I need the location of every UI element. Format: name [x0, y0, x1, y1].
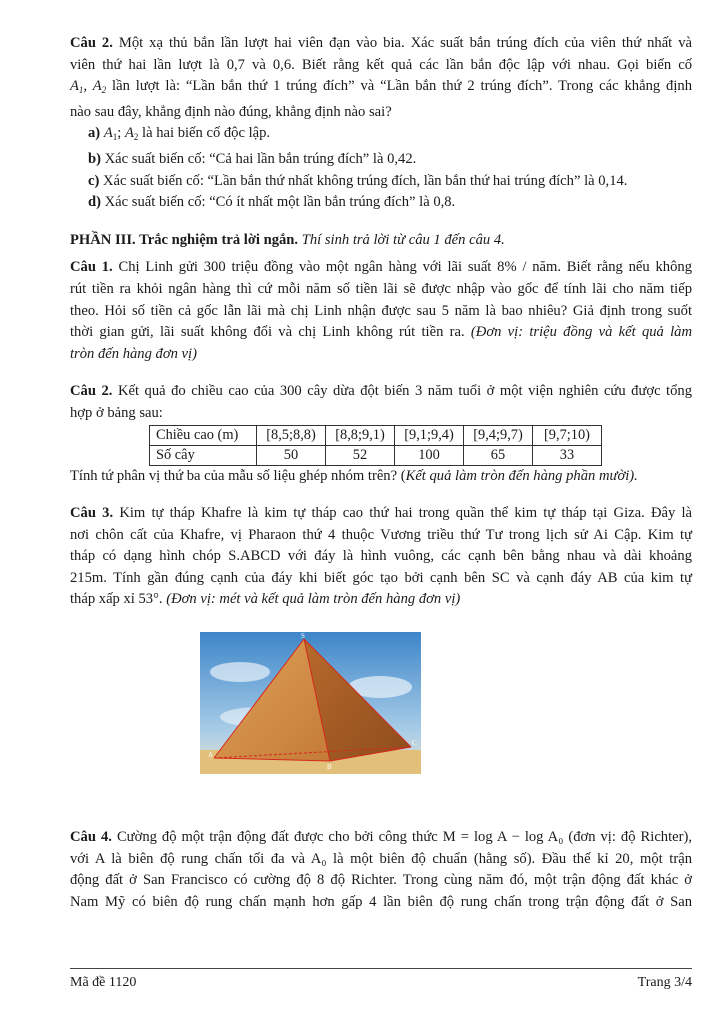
unit-note: Kết quả làm tròn đến hàng phần mười).: [405, 467, 638, 484]
option-letter: d): [88, 194, 101, 211]
unit-note: tròn đến hàng đơn vị): [70, 345, 197, 362]
table-cell: 100: [395, 445, 464, 465]
option-letter: a): [88, 125, 101, 142]
page-footer: [70, 968, 692, 990]
question-text-line: Kim tự tháp Khafre là kim tự tháp cao thứ hai trong quần thể kim tự tháp tại Giza. Đây là: [119, 505, 692, 522]
question-label: Câu 2.: [70, 35, 113, 51]
option-text: là hai biến cố độc lập.: [142, 125, 271, 142]
question-1: [70, 257, 692, 365]
question-text-line: với A là biên độ rung chấn tối đa và A₀ là một biên độ chuẩn (hằng số). Đầu thế kỉ 20, một trận: [70, 850, 692, 867]
option-d: [88, 192, 692, 214]
question-text-line: 215m. Tính gần đúng cạnh của đáy khi biết góc tạo bởi cạnh bên SC và cạnh đáy AB của kim tự: [70, 569, 692, 586]
unit-note: (Đơn vị: triệu đồng và kết quả làm: [470, 324, 693, 341]
question-text-line: Kết quả đo chiều cao của 300 cây dừa đột biến 3 năm tuổi ở một viện nghiên cứu được tổng: [117, 383, 693, 400]
table-cell: 50: [257, 445, 326, 465]
question-text-line: Cường độ một trận động đất được cho bởi công thức M = log A − log A₀ (đơn vị: độ Richter),: [116, 829, 693, 845]
option-b: [88, 149, 692, 171]
table-cell: 52: [326, 445, 395, 465]
question-text-line: tháp xấp xỉ 53°.: [70, 591, 163, 608]
option-text: Xác suất biến cố: “Có ít nhất một lần bắn trúng đích” là 0,8.: [104, 194, 456, 211]
question-text-line: theo. Hỏi số tiền cả gốc lẫn lãi mà chị Linh nhận được sau 5 năm là bao nhiêu? Giả định trong suốt: [70, 302, 692, 319]
question-text-line: rút tiền ra khỏi ngân hàng thì cứ mỗi năm số tiền lãi sẽ được nhập vào gốc để tính lãi cho năm tiếp: [70, 280, 692, 297]
pyramid-figure: [200, 632, 421, 774]
exam-code: Mã đề 1120: [70, 975, 137, 990]
vertex-label-b: B: [327, 763, 332, 771]
option-letter: b): [88, 150, 101, 167]
question-label: Câu 4.: [70, 829, 112, 845]
option-letter: c): [88, 172, 100, 189]
question-text-line: nơi chôn cất của Khafre, vị Pharaon thứ 4 thuộc Vương triều thứ Tư trong lịch sử Ai Cập. Kim tự: [70, 526, 692, 543]
table-cell: 65: [464, 445, 533, 465]
table-cell: [9,7;10): [533, 425, 602, 445]
variable-a1: A: [70, 78, 79, 95]
question-text-line: thời gian gửi, lãi suất không đổi và chị Linh không rút tiền ra.: [70, 324, 465, 341]
question-text-line: Nam Mỹ có biên độ rung chấn mạnh hơn gấp 4 lần biên độ rung chấn trong trận động đất ở San: [70, 893, 692, 910]
page-number: Trang 3/4: [637, 975, 692, 990]
question-text-line: lần lượt là: “Lần bắn thứ 1 trúng đích” và “Lần bắn thứ 2 trúng đích”. Trong các khẳng định: [112, 78, 693, 95]
question-2-short: [70, 381, 692, 487]
table-cell: [8,5;8,8): [257, 425, 326, 445]
table-header-cell: Chiều cao (m): [150, 425, 257, 445]
question-4: [70, 827, 692, 913]
question-label: Câu 2.: [70, 383, 113, 400]
frequency-table: [149, 425, 602, 466]
question-label: Câu 3.: [70, 505, 114, 522]
section-subtitle: Thí sinh trả lời từ câu 1 đến câu 4.: [301, 231, 505, 248]
option-a: a) $A_1$; $A_2$ là hai biến cố độc lập.: [88, 125, 271, 143]
question-text-line: nào sau đây, khẳng định nào đúng, khẳng định nào sai?: [70, 103, 392, 120]
table-header-cell: Số cây: [150, 445, 257, 465]
question-text-line: Tính tứ phân vị thứ ba của mẫu số liệu ghép nhóm trên? (: [70, 467, 406, 484]
table-cell: [9,4;9,7): [464, 425, 533, 445]
variable-a2: A: [92, 78, 102, 95]
question-text-line: Chị Linh gửi 300 triệu đồng vào một ngân hàng với lãi suất 8% / năm. Biết rằng nếu không: [118, 259, 692, 276]
section-title: PHẦN III. Trắc nghiệm trả lời ngắn.: [70, 231, 299, 248]
table-row: [150, 445, 602, 465]
vertex-label-c: C: [412, 739, 417, 747]
table-cell: [8,8;9,1): [326, 425, 395, 445]
question-text-line: tháp có dạng hình chóp S.ABCD với đáy là hình vuông, các cạnh bên bằng nhau và dài khoảng: [70, 548, 692, 565]
question-text-line: động đất ở San Francisco có cường độ 8 độ Richter. Trong cùng năm đó, một trận động đất khác ở: [70, 872, 692, 889]
vertex-label-s: S: [301, 632, 305, 640]
table-row: [150, 425, 602, 445]
table-cell: 33: [533, 445, 602, 465]
vertex-label-a: A: [208, 751, 214, 759]
exam-page: [70, 33, 693, 910]
unit-note: (Đơn vị: mét và kết quả làm tròn đến hàng đơn vị): [166, 591, 461, 608]
question-text-line: viên thứ hai lần lượt là 0,7 và 0,6. Biết rằng kết quả các lần bắn độc lập với nhau. Gọi biến cố: [70, 56, 692, 73]
question-2-true-false: Câu 2. Một xạ thủ bắn lần lượt hai viên đạn vào bia. Xác suất bắn trúng đích của viên thứ nhất và viên thứ hai lần lượt là 0,7 và 0,6. Biết rằng kết quả các lần bắn độc lập với nhau. Gọi biến cố $A_1$, $A_2$ lần lượt là: “Lần bắn thứ 1 trúng đích” và “Lần bắn thứ 2 trúng đích”. Trong các khẳng định nào sau đây, khẳng định nào đúng, khẳng định nào sai? a) $A_1$; $A_2$ là hai biến cố độc lập. b) Xác suất biến cố: “Cả hai lần bắn trúng đích” là 0,42. c) Xác suất biến cố: “Lần bắn thứ nhất không trúng đích, lần bắn thứ hai trúng đích” là 0,14. d) Xác suất biến cố: “Có ít nhất một lần bắn trúng đích” là 0,8.: [70, 33, 692, 214]
table-cell: [9,1;9,4): [395, 425, 464, 445]
question-3: [70, 503, 692, 611]
option-text: Xác suất biến cố: “Lần bắn thứ nhất không trúng đích, lần bắn thứ hai trúng đích” là 0,14.: [103, 172, 628, 189]
question-text-line: Một xạ thủ bắn lần lượt hai viên đạn vào bia. Xác suất bắn trúng đích của viên thứ nhất và: [118, 35, 692, 51]
option-text: Xác suất biến cố: “Cả hai lần bắn trúng đích” là 0,42.: [104, 150, 417, 167]
cloud: [210, 662, 270, 682]
section-heading: [70, 230, 692, 252]
option-c: [88, 171, 692, 193]
question-label: Câu 1.: [70, 259, 113, 276]
question-text-line: hợp ở bảng sau:: [70, 404, 163, 421]
